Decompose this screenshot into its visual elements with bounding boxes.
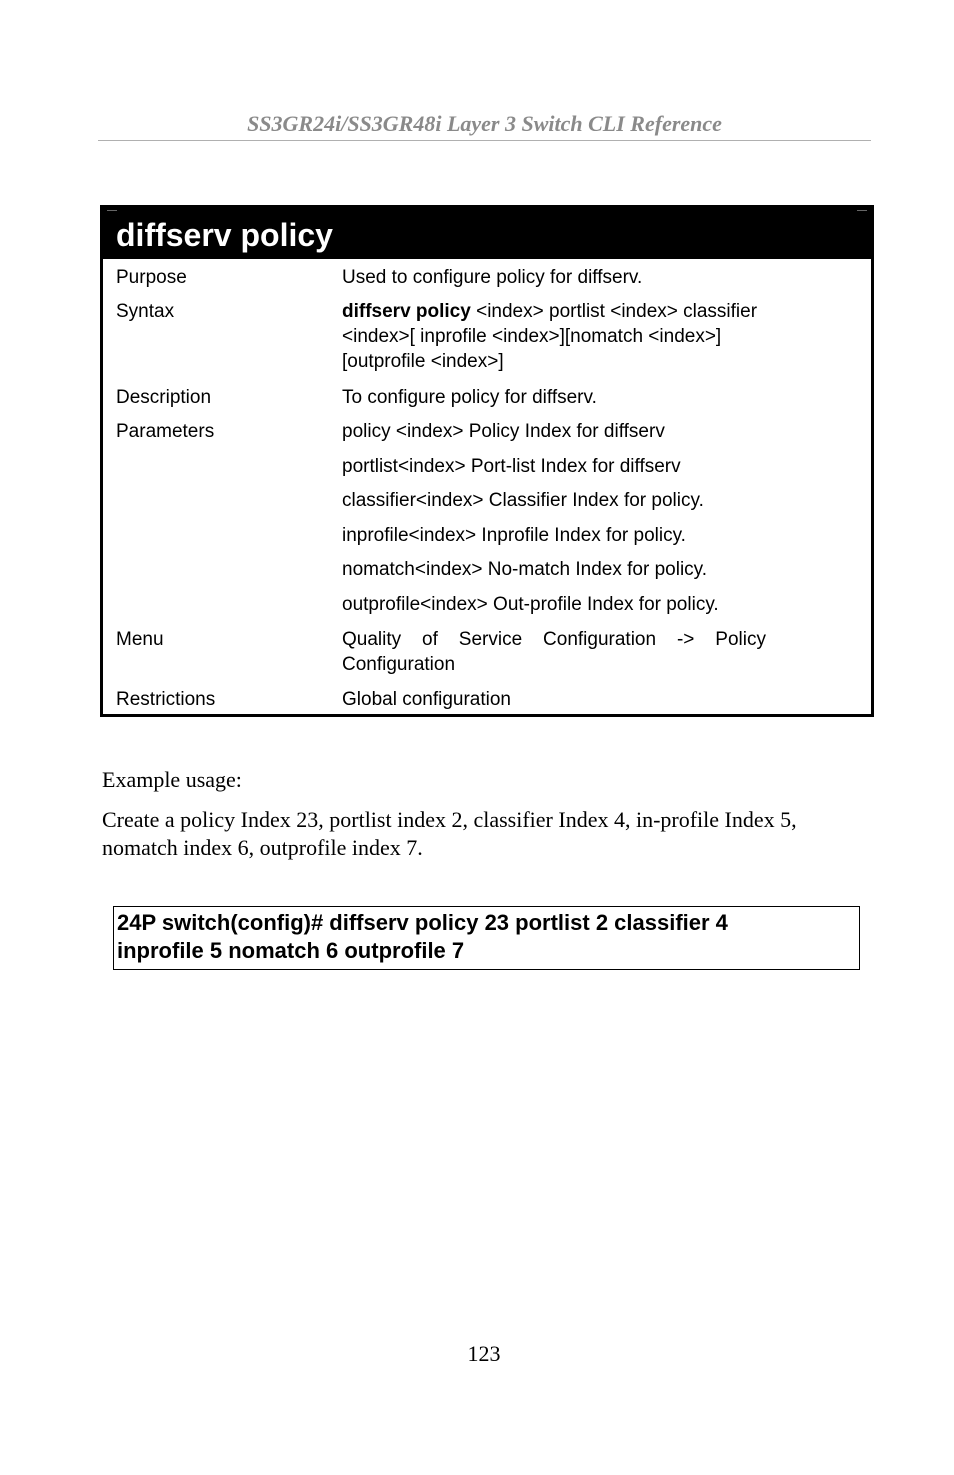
syntax-line-2: <index>[ inprofile <index>][nomatch <index>]	[342, 326, 722, 347]
syntax-keyword: diffserv policy	[342, 301, 471, 322]
purpose-label: Purpose	[116, 267, 187, 288]
purpose-value: Used to configure policy for diffserv.	[342, 267, 643, 288]
corner-mark-left	[107, 210, 117, 211]
menu-line-1	[342, 627, 766, 652]
menu-word: Policy	[715, 629, 766, 650]
parameter-item: classifier<index> Classifier Index for policy.	[342, 490, 704, 511]
parameter-item: inprofile<index> Inprofile Index for policy.	[342, 525, 686, 546]
menu-word: ->	[676, 629, 695, 650]
example-usage-label: Example usage:	[102, 767, 242, 792]
menu-word: of	[422, 629, 438, 650]
parameter-item: nomatch<index> No-match Index for policy.	[342, 559, 708, 580]
menu-word: Service	[458, 629, 523, 650]
syntax-line-1-rest: <index> portlist <index> classifier	[470, 301, 758, 322]
menu-line-2: Configuration	[342, 654, 456, 675]
parameter-item: portlist<index> Port-list Index for diffserv	[342, 456, 681, 477]
example-code-box	[113, 906, 860, 970]
parameter-item: policy <index> Policy Index for diffserv	[342, 421, 665, 442]
syntax-line-3: [outprofile <index>]	[342, 351, 504, 372]
menu-label: Menu	[116, 629, 164, 650]
restrictions-value: Global configuration	[342, 689, 511, 710]
running-header: SS3GR24i/SS3GR48i Layer 3 Switch CLI Reference	[247, 111, 722, 136]
corner-mark-right	[857, 210, 867, 211]
code-line-1: 24P switch(config)# diffserv policy 23 portlist 2 classifier 4	[117, 910, 728, 935]
parameter-item: outprofile<index> Out-profile Index for policy.	[342, 594, 719, 615]
header-rule	[98, 140, 871, 141]
example-description-line-2: nomatch index 6, outprofile index 7.	[102, 835, 423, 860]
syntax-label: Syntax	[116, 301, 175, 322]
parameters-label: Parameters	[116, 421, 215, 442]
command-reference-table	[100, 205, 874, 717]
menu-word: Quality	[342, 629, 402, 650]
code-line-2: inprofile 5 nomatch 6 outprofile 7	[117, 938, 465, 963]
description-label: Description	[116, 387, 212, 408]
example-description-line-1: Create a policy Index 23, portlist index 2, classifier Index 4, in-profile Index 5,	[102, 807, 797, 832]
restrictions-label: Restrictions	[116, 689, 216, 710]
syntax-line-1	[342, 299, 757, 324]
command-title-bar	[103, 208, 871, 259]
page-number: 123	[467, 1341, 501, 1366]
command-title: diffserv policy	[116, 217, 333, 253]
example-description	[102, 806, 874, 862]
menu-word: Configuration	[543, 629, 657, 650]
description-value: To configure policy for diffserv.	[342, 387, 597, 408]
